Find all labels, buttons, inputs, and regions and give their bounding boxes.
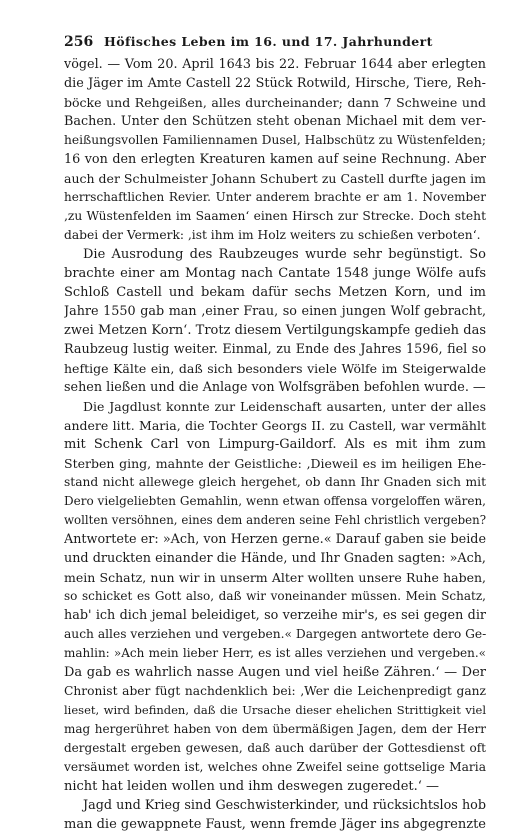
text-line: mit Schenk Carl von Limpurg-Gaildorf. Als es mit ihm zum — [64, 437, 486, 452]
text-line: Die Ausrodung des Raubzeuges wurde sehr begünstigt. So — [83, 247, 486, 262]
text-line: die Jäger im Amte Castell 22 Stück Rotwild, Hirsche, Tiere, Reh- — [64, 76, 486, 91]
text-line: und druckten einander die Hände, und Ihr Gnaden sagten: »Ach, — [64, 551, 486, 566]
text-line: Schloß Castell und bekam dafür sechs Metzen Korn, und im — [64, 285, 486, 300]
page-number: 256 — [64, 34, 94, 50]
text-line: auch alles verziehen und vergeben.« Dargegen antwortete dero Ge- — [64, 627, 486, 641]
text-line: so schicket es Gott also, daß wir voneinander müssen. Mein Schatz, — [64, 589, 486, 603]
text-line: zwei Metzen Korn‘. Trotz diesem Vertilgungskampfe gedieh das — [64, 323, 486, 338]
text-line: auch der Schulmeister Johann Schubert zu Castell durfte jagen im — [64, 171, 486, 186]
running-head: Höfisches Leben im 16. und 17. Jahrhundert — [104, 34, 433, 49]
text-line: heißungsvollen Familiennamen Dusel, Halbschütz zu Wüstenfelden; — [64, 133, 486, 147]
text-line: brachte einer am Montag nach Cantate 1548 junge Wölfe aufs — [64, 266, 486, 281]
text-line: versäumet worden ist, welches ohne Zweifel seine gottselige Maria — [64, 760, 486, 774]
text-line: hab' ich dich jemal beleidiget, so verzeihe mir's, es sei gegen dir — [64, 608, 486, 623]
text-line: mein Schatz, nun wir in unserm Alter wollten unsere Ruhe haben, — [64, 570, 486, 585]
text-line: böcke und Rehgeißen, alles durcheinander; dann 7 Schweine und — [64, 95, 486, 110]
text-line: herrschaftlichen Revier. Unter anderem brachte er am 1. November — [64, 190, 486, 204]
text-line: heftige Kälte ein, daß sich besonders viele Wölfe im Steigerwalde — [64, 361, 486, 376]
text-line: Chronist aber fügt nachdenklich bei: ‚Wer die Leichenpredigt ganz — [64, 684, 486, 698]
text-line: mahlin: »Ach mein lieber Herr, es ist alles verziehen und vergeben.« — [64, 646, 486, 660]
text-line: wollten versöhnen, eines dem anderen seine Fehl christlich vergeben? — [64, 513, 486, 527]
text-line: sehen ließen und die Anlage von Wolfsgräben befohlen wurde. — — [64, 380, 486, 395]
text-line: Da gab es wahrlich nasse Augen und viel heiße Zähren.‘ — Der — [64, 665, 486, 680]
body-text — [64, 55, 486, 834]
text-line: Bachen. Unter den Schützen steht obenan Michael mit dem ver- — [64, 114, 486, 129]
text-line: Die Jagdlust konnte zur Leidenschaft ausarten, unter der alles — [83, 399, 486, 414]
text-line: 16 von den erlegten Kreaturen kamen auf seine Rechnung. Aber — [64, 152, 486, 167]
text-line: Sterben ging, mahnte der Geistliche: ‚Dieweil es im heiligen Ehe- — [64, 456, 486, 471]
text-line: vögel. — Vom 20. April 1643 bis 22. Februar 1644 aber erlegten — [64, 57, 486, 72]
text-line: andere litt. Maria, die Tochter Georgs II. zu Castell, war vermählt — [64, 418, 486, 433]
text-line: man die gewappnete Faust, wenn fremde Jäger ins abgegrenzte — [64, 817, 486, 832]
text-line: Dero vielgeliebten Gemahlin, wenn etwan offensa vorgeloffen wären, — [64, 494, 486, 508]
text-line: Raubzeug lustig weiter. Einmal, zu Ende des Jahres 1596, fiel so — [64, 342, 486, 357]
text-line: nicht hat leiden wollen und ihm deswegen zugeredet.‘ — — [64, 779, 440, 794]
text-line: Jagd und Krieg sind Geschwisterkinder, und rücksichtslos hob — [83, 798, 486, 813]
page-header — [64, 33, 484, 51]
text-line: stand nicht allewege gleich hergehet, ob dann Ihr Gnaden sich mit — [64, 475, 486, 489]
text-line: Jahre 1550 gab man ‚einer Frau, so einen jungen Wolf gebracht, — [64, 304, 486, 319]
text-line: lieset, wird befinden, daß die Ursache dieser ehelichen Strittigkeit viel — [64, 703, 486, 717]
text-line: ‚zu Wüstenfelden im Saamen‘ einen Hirsch zur Strecke. Doch steht — [64, 209, 486, 223]
text-line: dergestalt ergeben gewesen, daß auch darüber der Gottesdienst oft — [64, 741, 486, 755]
text-line: dabei der Vermerk: ‚ist ihm im Holz weiters zu schießen verboten‘. — [64, 228, 481, 242]
text-line: mag hergerühret haben von dem übermäßigen Jagen, dem der Herr — [64, 722, 486, 736]
text-line: Antwortete er: »Ach, von Herzen gerne.« Darauf gaben sie beide — [64, 532, 486, 547]
